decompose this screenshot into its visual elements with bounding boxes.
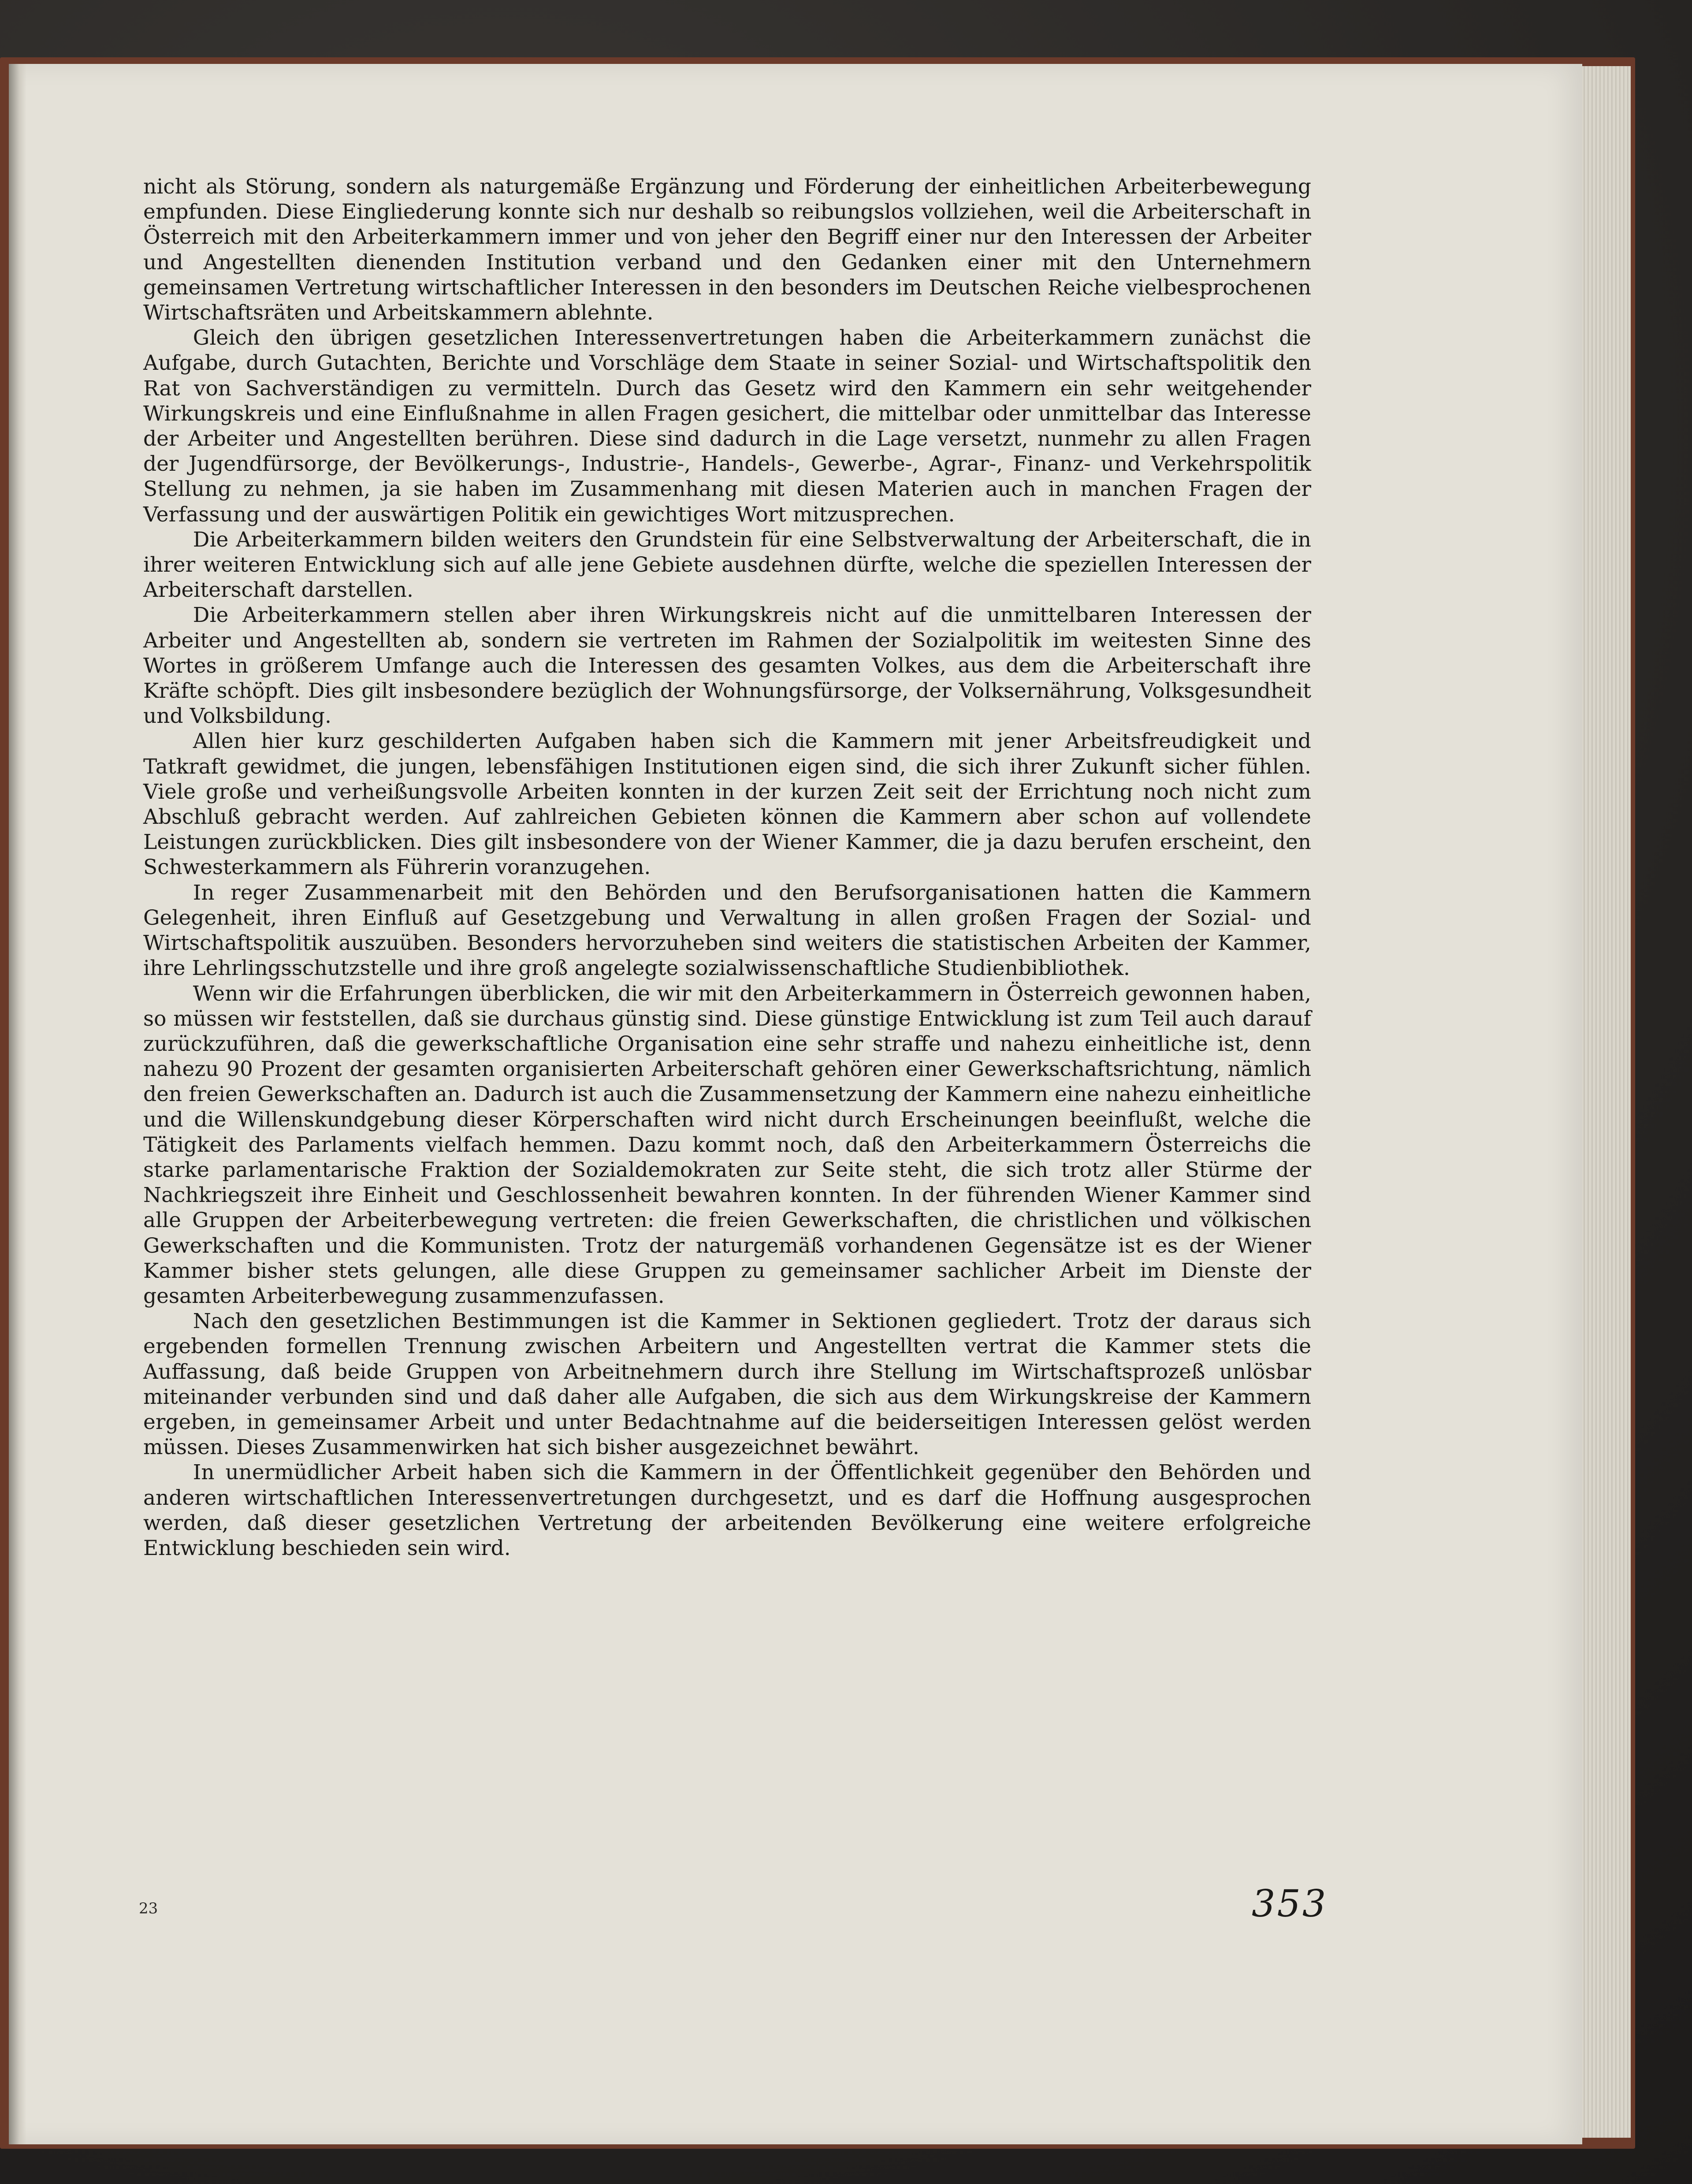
paragraph-3: Die Arbeiterkammern bilden weiters den Grundstein für eine Selbstverwaltung der Arbeiterschaft, die in ihrer weiteren Entwicklung sich auf alle jene Gebiete ausdehnen dürfte, welche die speziellen Interessen der Arbeiterschaft darstellen. xyxy=(143,527,1311,603)
paragraph-7: Wenn wir die Erfahrungen überblicken, die wir mit den Arbeiterkammern in Österreich gewonnen haben, so müssen wir feststellen, daß sie durchaus günstig sind. Diese günstige Entwicklung ist zum Teil auch darauf zurückzuführen, daß die gewerkschaftliche Organisation eine sehr straffe und nahezu einheitliche ist, denn nahezu 90 Prozent der gesamten organisierten Arbeiterschaft gehören einer Gewerkschaftsrichtung, nämlich den freien Gewerkschaften an. Dadurch ist auch die Zusammensetzung der Kammern eine nahezu einheitliche und die Willenskundgebung dieser Körperschaften wird nicht durch Erscheinungen beeinflußt, welche die Tätigkeit des Parlaments vielfach hemmen. Dazu kommt noch, daß den Arbeiterkammern Österreichs die starke parlamentarische Fraktion der Sozialdemokraten zur Seite steht, die sich trotz aller Stürme der Nachkriegszeit ihre Einheit und Geschlossenheit bewahren konnten. In der führenden Wiener Kammer sind alle Gruppen der Arbeiterbewegung vertreten: die freien Gewerkschaften, die christlichen und völkischen Gewerkschaften und die Kommunisten. Trotz der naturgemäß vorhandenen Gegensätze ist es der Wiener Kammer bisher stets gelungen, alle diese Gruppen zu gemeinsamer sachlicher Arbeit im Dienste der gesamten Arbeiterbewegung zusammenzufassen. xyxy=(143,981,1311,1308)
paragraph-6: In reger Zusammenarbeit mit den Behörden und den Berufsorganisationen hatten die Kammern Gelegenheit, ihren Einfluß auf Gesetzgebung und Verwaltung in allen großen Fragen der Sozial- und Wirtschaftspolitik auszuüben. Besonders hervorzuheben sind weiters die statistischen Arbeiten der Kammer, ihre Lehrlingsschutzstelle und ihre groß angelegte sozialwissenschaftliche Studienbibliothek. xyxy=(143,880,1311,981)
paragraph-9: In unermüdlicher Arbeit haben sich die Kammern in der Öffentlichkeit gegenüber den Behörden und anderen wirtschaftlichen Interessenvertretungen durchgesetzt, und es darf die Hoffnung ausgesprochen werden, daß dieser gesetzlichen Vertretung der arbeitenden Bevölkerung eine weitere erfolgreiche Entwicklung beschieden sein wird. xyxy=(143,1460,1311,1560)
page-gutter xyxy=(9,64,26,2144)
paragraph-4: Die Arbeiterkammern stellen aber ihren Wirkungskreis nicht auf die unmittelbaren Interessen der Arbeiter und Angestellten ab, sondern sie vertreten im Rahmen der Sozialpolitik im weitesten Sinne des Wortes in größerem Umfange auch die Interessen des gesamten Volkes, aus dem die Arbeiterschaft ihre Kräfte schöpft. Dies gilt insbesondere bezüglich der Wohnungsfürsorge, der Volksernährung, Volksgesundheit und Volksbildung. xyxy=(143,603,1311,729)
body-text xyxy=(143,174,1311,1561)
paragraph-8: Nach den gesetzlichen Bestimmungen ist die Kammer in Sektionen gegliedert. Trotz der daraus sich ergebenden formellen Trennung zwischen Arbeitern und Angestellten vertrat die Kammer stets die Auffassung, daß beide Gruppen von Arbeitnehmern durch ihre Stellung im Wirtschaftsprozeß unlösbar miteinander verbunden sind und daß daher alle Aufgaben, die sich aus dem Wirkungskreise der Kammern ergeben, in gemeinsamer Arbeit und unter Bedachtnahme auf die beiderseitigen Interessen gelöst werden müssen. Dieses Zusammenwirken hat sich bisher ausgezeichnet bewährt. xyxy=(143,1309,1311,1460)
signature-mark: 23 xyxy=(139,1900,158,1917)
paragraph-1: nicht als Störung, sondern als naturgemäße Ergänzung und Förderung der einheitlichen Arbeiterbewegung empfunden. Diese Eingliederung konnte sich nur deshalb so reibungslos vollziehen, weil die Arbeiterschaft in Österreich mit den Arbeiterkammern immer und von jeher den Begriff einer nur den Interessen der Arbeiter und Angestellten dienenden Institution verband und den Gedanken einer mit den Unternehmern gemeinsamen Vertretung wirtschaftlicher Interessen in den besonders im Deutschen Reiche vielbesprochenen Wirtschaftsräten und Arbeitskammern ablehnte. xyxy=(143,175,1311,325)
paragraph-2: Gleich den übrigen gesetzlichen Interessenvertretungen haben die Arbeiterkammern zunächst die Aufgabe, durch Gutachten, Berichte und Vorschläge dem Staate in seiner Sozial- und Wirtschaftspolitik den Rat von Sachverständigen zu vermitteln. Durch das Gesetz wird den Kammern ein sehr weitgehender Wirkungskreis und eine Einflußnahme in allen Fragen gesichert, die mittelbar oder unmittelbar das Interesse der Arbeiter und Angestellten berühren. Diese sind dadurch in die Lage versetzt, nunmehr zu allen Fragen der Jugendfürsorge, der Bevölkerungs-, Industrie-, Handels-, Gewerbe-, Agrar-, Finanz- und Verkehrspolitik Stellung zu nehmen, ja sie haben im Zusammenhang mit diesen Materien auch in manchen Fragen der Verfassung und der auswärtigen Politik ein gewichtiges Wort mitzusprechen. xyxy=(143,326,1311,527)
page-number: 353 xyxy=(1252,1882,1328,1925)
paragraph-5: Allen hier kurz geschilderten Aufgaben haben sich die Kammern mit jener Arbeitsfreudigkeit und Tatkraft gewidmet, die jungen, lebensfähigen Institutionen eigen sind, die sich ihrer Zukunft sicher fühlen. Viele große und verheißungsvolle Arbeiten konnten in der kurzen Zeit seit der Errichtung noch nicht zum Abschluß gebracht werden. Auf zahlreichen Gebieten können die Kammern aber schon auf vollendete Leistungen zurückblicken. Dies gilt insbesondere von der Wiener Kammer, die ja dazu berufen erscheint, den Schwesterkammern als Führerin voranzugehen. xyxy=(143,729,1311,880)
